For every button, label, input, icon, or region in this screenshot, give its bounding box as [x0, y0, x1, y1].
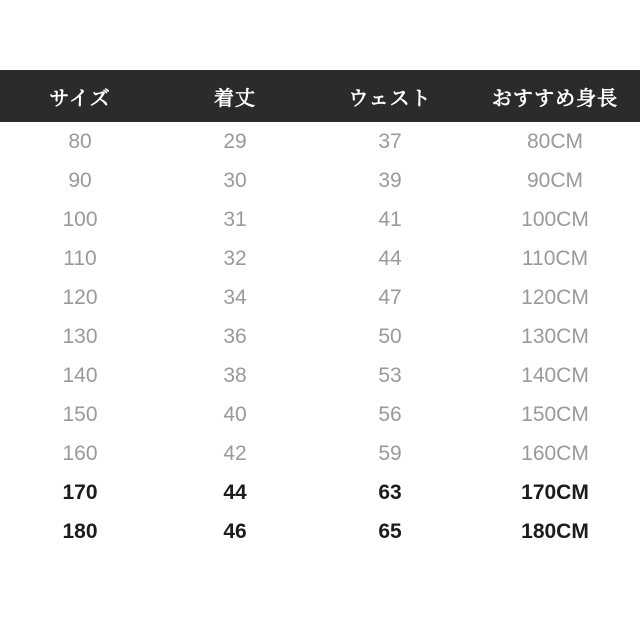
- table-row: [0, 395, 640, 434]
- cell-height: 160CM: [521, 441, 589, 465]
- cell-size: 90: [68, 168, 92, 192]
- table-header-row: [0, 70, 640, 122]
- cell-length: 29: [223, 129, 247, 153]
- cell-waist: 44: [378, 246, 402, 270]
- cell-waist: 47: [378, 285, 402, 309]
- cell-size: 140: [62, 363, 98, 387]
- size-table: [0, 70, 640, 551]
- table-row: [0, 239, 640, 278]
- column-header-recommended-height: おすすめ身長: [491, 87, 619, 110]
- cell-length: 30: [223, 168, 247, 192]
- column-header-waist: ウェスト: [348, 87, 432, 110]
- cell-length: 40: [223, 402, 247, 426]
- table-row: [0, 356, 640, 395]
- cell-waist: 39: [378, 168, 402, 192]
- table-row: [0, 512, 640, 551]
- table-row: [0, 317, 640, 356]
- cell-size: 80: [68, 129, 92, 153]
- cell-waist: 56: [378, 402, 402, 426]
- cell-waist: 53: [378, 363, 402, 387]
- cell-size: 120: [62, 285, 98, 309]
- column-header-length: 着丈: [214, 87, 256, 110]
- size-table-container: [0, 70, 640, 551]
- cell-waist: 37: [378, 129, 402, 153]
- cell-height: 170CM: [521, 480, 589, 504]
- cell-waist: 59: [378, 441, 402, 465]
- table-row: [0, 473, 640, 512]
- cell-length: 42: [223, 441, 247, 465]
- cell-length: 36: [223, 324, 247, 348]
- cell-waist: 41: [378, 207, 402, 231]
- table-row: [0, 161, 640, 200]
- table-row: [0, 122, 640, 161]
- size-table-body: [0, 122, 640, 551]
- cell-length: 32: [223, 246, 247, 270]
- cell-height: 140CM: [521, 363, 589, 387]
- cell-size: 130: [62, 324, 98, 348]
- cell-size: 150: [62, 402, 98, 426]
- cell-size: 160: [62, 441, 98, 465]
- cell-length: 34: [223, 285, 247, 309]
- cell-waist: 50: [378, 324, 402, 348]
- cell-length: 44: [223, 480, 247, 504]
- cell-length: 31: [223, 207, 247, 231]
- cell-length: 46: [223, 519, 247, 543]
- cell-height: 90CM: [526, 168, 584, 192]
- cell-size: 180: [62, 519, 98, 543]
- cell-height: 120CM: [521, 285, 589, 309]
- cell-height: 180CM: [521, 519, 589, 543]
- cell-waist: 65: [378, 519, 402, 543]
- table-row: [0, 200, 640, 239]
- cell-size: 170: [62, 480, 98, 504]
- cell-waist: 63: [378, 480, 402, 504]
- cell-size: 110: [63, 246, 97, 270]
- cell-length: 38: [223, 363, 247, 387]
- cell-height: 110CM: [521, 246, 589, 270]
- cell-height: 130CM: [521, 324, 589, 348]
- column-header-size: サイズ: [49, 87, 111, 110]
- cell-size: 100: [62, 207, 98, 231]
- cell-height: 100CM: [521, 207, 589, 231]
- table-row: [0, 278, 640, 317]
- cell-height: 80CM: [526, 129, 584, 153]
- size-table-header: [0, 70, 640, 122]
- cell-height: 150CM: [521, 402, 589, 426]
- table-row: [0, 434, 640, 473]
